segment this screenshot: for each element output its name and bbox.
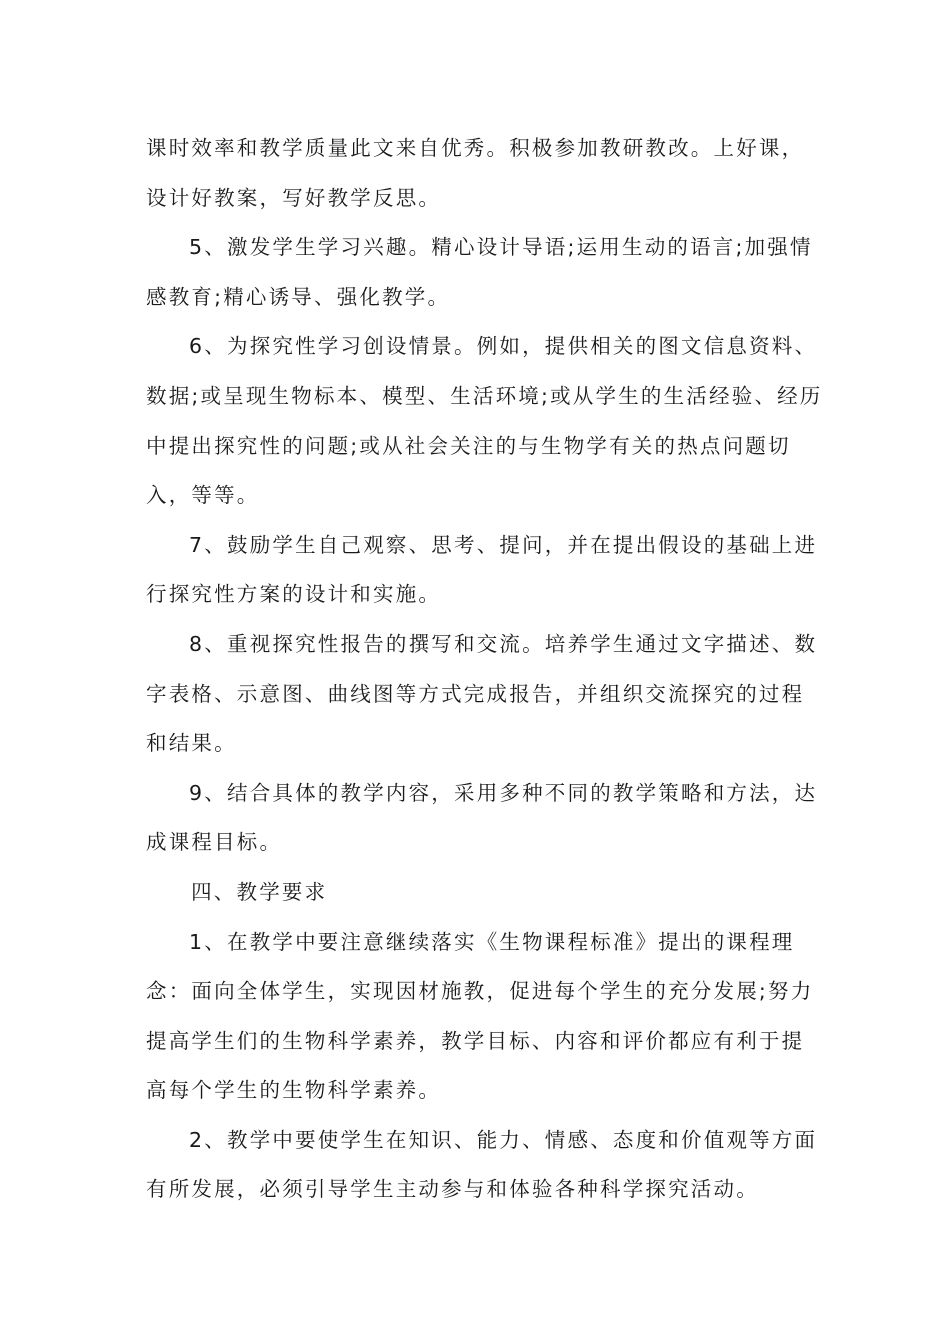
section-heading-teaching-requirements: 四、教学要求: [191, 879, 328, 904]
paragraph-item-5: 5、激发学生学习兴趣。精心设计导语;运用生动的语言;加强情感教育;精心诱导、强化教学。: [146, 235, 813, 309]
paragraph-requirement-2: 2、教学中要使学生在知识、能力、情感、态度和价值观等方面有所发展，必须引导学生主动参与和体验各种科学探究活动。: [146, 1127, 818, 1202]
document-body: [146, 124, 826, 1215]
paragraph-item-7: 7、鼓励学生自己观察、思考、提问，并在提出假设的基础上进行探究性方案的设计和实施。: [146, 532, 818, 607]
paragraph-item-6: 6、为探究性学习创设情景。例如，提供相关的图文信息资料、数据;或呈现生物标本、模型、生活环境;或从学生的生活经验、经历中提出探究性的问题;或从社会关注的与生物学有关的热点问题切入，等等。: [146, 334, 823, 508]
paragraph-continuation: 课时效率和教学质量此文来自优秀。积极参加教研教改。上好课，设计好教案，写好教学反思。: [146, 136, 805, 210]
paragraph-item-9: 9、结合具体的教学内容，采用多种不同的教学策略和方法，达成课程目标。: [146, 780, 818, 855]
paragraph-requirement-1: 1、在教学中要注意继续落实《生物课程标准》提出的课程理念：面向全体学生，实现因材施教，促进每个学生的充分发展;努力提高学生们的生物科学素养，教学目标、内容和评价都应有利于提高每个学生的生物科学素养。: [146, 929, 814, 1103]
paragraph-item-8: 8、重视探究性报告的撰写和交流。培养学生通过文字描述、数字表格、示意图、曲线图等方式完成报告，并组织交流探究的过程和结果。: [146, 631, 818, 756]
